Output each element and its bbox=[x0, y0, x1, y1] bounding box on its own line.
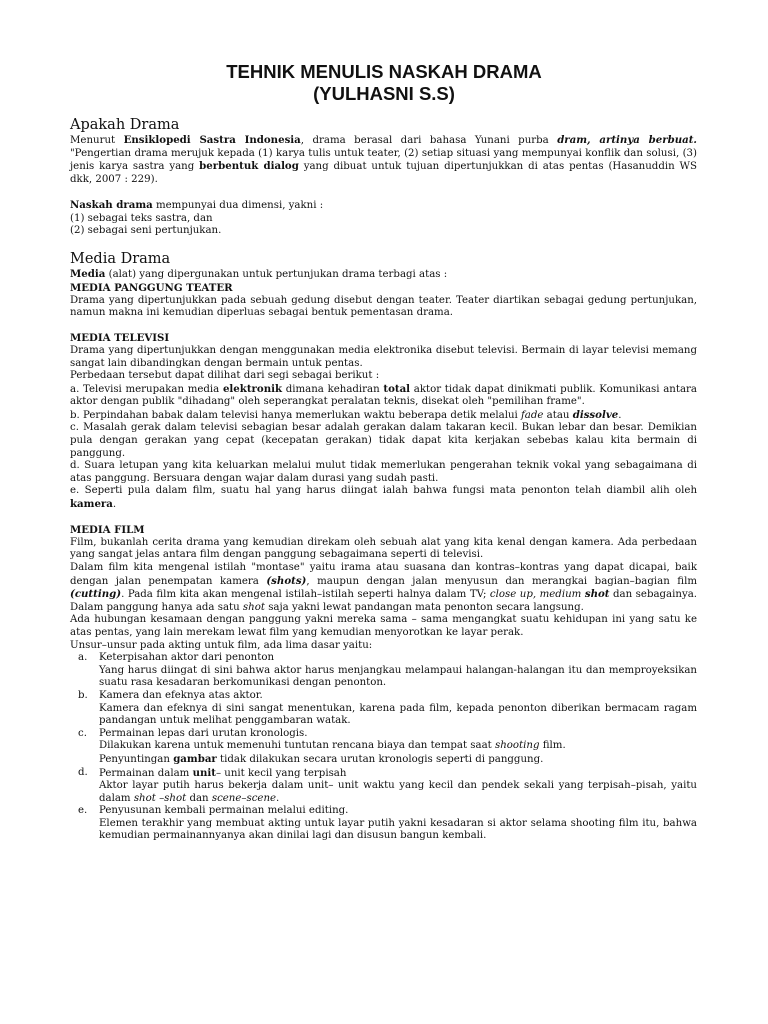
tv-point-b: b. Perpindahan babak dalam televisi hanya memerlukan waktu beberapa detik melalui fade atau dissolve. bbox=[70, 408, 622, 421]
document-title: TEHNIK MENULIS NASKAH DRAMA bbox=[226, 61, 542, 82]
list-item: c. Permainan lepas dari urutan kronologis. Dilakukan karena untuk memenuhi tuntutan rencana biaya dan tempat saat shooting film. Penyuntingan gambar tidak dilakukan secara urutan kronologis seperti di panggung. bbox=[78, 727, 566, 765]
list-item-seni-pertunjukan: (2) sebagai seni pertunjukan. bbox=[70, 225, 222, 237]
paragraph-film-2: Dalam film kita mengenal istilah "montase" yaitu irama atau suasana dan kontras–kontras yang dapat dicapai, baik dengan jalan penempatan kamera (shots), maupun dengan jalan menyusun dan merangkai bagian–bagian film (cutting). Pada film kita akan mengenal istilah–istilah seperti halnya dalam TV; close up, medium shot dan sebagainya. Dalam panggung hanya ada satu shot saja yakni lewat pandangan mata penonton secara langsung. bbox=[70, 562, 698, 613]
tv-point-d: d. Suara letupan yang kita keluarkan melalui mulut tidak memerlukan pengerahan teknik vokal yang sebagaimana di atas panggung. Bersuara dengan wajar dalam durasi yang sudah pasti. bbox=[70, 460, 697, 484]
section-heading-media-drama: Media Drama bbox=[70, 251, 171, 268]
tv-point-a: a. Televisi merupakan media elektronik dimana kehadiran total aktor tidak dapat dinikmati publik. Komunikasi antara aktor dengan publik "dihadang" oleh seperangkat peralatan teknis, disekat oleh "pemilihan frame". bbox=[70, 382, 697, 408]
subheading-media-film: MEDIA FILM bbox=[70, 524, 145, 537]
document-body bbox=[70, 116, 697, 843]
paragraph-televisi: Drama yang dipertunjukkan dengan menggunakan media elektronika disebut televisi. Bermain di layar televisi memang sangat lain dibandingkan dengan bermain untuk pentas. bbox=[70, 344, 697, 369]
subheading-media-televisi: MEDIA TELEVISI bbox=[70, 332, 170, 345]
paragraph-dimensions: Naskah drama mempunyai dua dimensi, yakni : bbox=[70, 198, 324, 211]
list-item: b. Kamera dan efeknya atas aktor. Kamera dan efeknya di sini sangat menentukan, karena pada film, kepada penonton diberikan bermacam ragam pandangan untuk melihat penggambaran watak. bbox=[78, 689, 697, 727]
list-item-teks-sastra: (1) sebagai teks sastra, dan bbox=[70, 212, 213, 224]
list-item: a. Keterpisahan aktor dari penonton Yang harus diingat di sini bahwa aktor harus menjangkau melampaui halangan-halangan itu dan memproyeksikan suatu rasa kesadaran berkomunikasi dengan penonton. bbox=[78, 652, 697, 689]
paragraph-perbedaan: Perbedaan tersebut dapat dilihat dari segi sebagai berikut : bbox=[70, 370, 380, 382]
paragraph-film-1: Film, bukanlah cerita drama yang kemudian direkam oleh sebuah alat yang kita kenal dengan kamera. Ada perbedaan yang sangat jelas antara film dengan panggung sebagaimana seperti di televisi. bbox=[70, 536, 697, 561]
document-author: (YULHASNI S.S) bbox=[313, 83, 455, 104]
paragraph-teater: Drama yang dipertunjukkan pada sebuah gedung disebut dengan teater. Teater diartikan sebagai gedung pertunjukan, namun makna ini kemudian diperluas sebagai bentuk pementasan drama. bbox=[70, 294, 697, 319]
tv-point-c: c. Masalah gerak dalam televisi sebagian besar adalah gerakan dalam takaran kecil. Bukan lebar dan besar. Demikian pula dengan gerakan yang cepat (kecepatan gerakan) tidak dapat kita kerjakan sebebas kalau kita bermain di panggung. bbox=[70, 422, 697, 459]
paragraph-media-intro: Media (alat) yang dipergunakan untuk pertunjukan drama terbagi atas : bbox=[70, 268, 448, 281]
section-heading-apakah-drama: Apakah Drama bbox=[70, 117, 180, 133]
list-item: e. Penyusunan kembali permainan melalui editing. Elemen terakhir yang membuat akting untuk layar putih yakni kesadaran si aktor selama shooting film itu, bahwa kemudian permainannyanya akan dinilai lagi dan disusun bangun kembali. bbox=[78, 805, 697, 842]
list-item: d. Permainan dalam unit– unit kecil yang terpisah Aktor layar putih harus bekerja dalam unit– unit waktu yang kecil dan pendek sekali yang terpisah–pisah, yaitu dalam shot –shot dan scene–scene. bbox=[78, 766, 697, 804]
acting-elements-list bbox=[70, 652, 697, 843]
tv-point-e: e. Seperti pula dalam film, suatu hal yang harus diingat ialah bahwa fungsi mata penonton telah diambil alih oleh kamera. bbox=[70, 485, 697, 511]
subheading-media-teater: MEDIA PANGGUNG TEATER bbox=[70, 281, 233, 294]
paragraph-film-4: Unsur–unsur pada akting untuk film, ada lima dasar yaitu: bbox=[70, 639, 373, 651]
paragraph-definition: Menurut Ensiklopedi Sastra Indonesia, drama berasal dari bahasa Yunani purba dram, artinya berbuat. "Pengertian drama merujuk kepada (1) karya tulis untuk teater, (2) setiap situasi yang mempunyai konflik dan solusi, (3) jenis karya sastra yang berbentuk dialog yang dibuat untuk tujuan dipertunjukkan di atas pentas (Hasanuddin WS dkk, 2007 : 229). bbox=[70, 134, 697, 185]
paragraph-film-3: Ada hubungan kesamaan dengan panggung yakni mereka sama – sama mengangkat suatu kehidupan ini yang satu ke atas pentas, yang lain merekam lewat film yang kemudian menyorotkan ke layar perak. bbox=[70, 614, 697, 638]
